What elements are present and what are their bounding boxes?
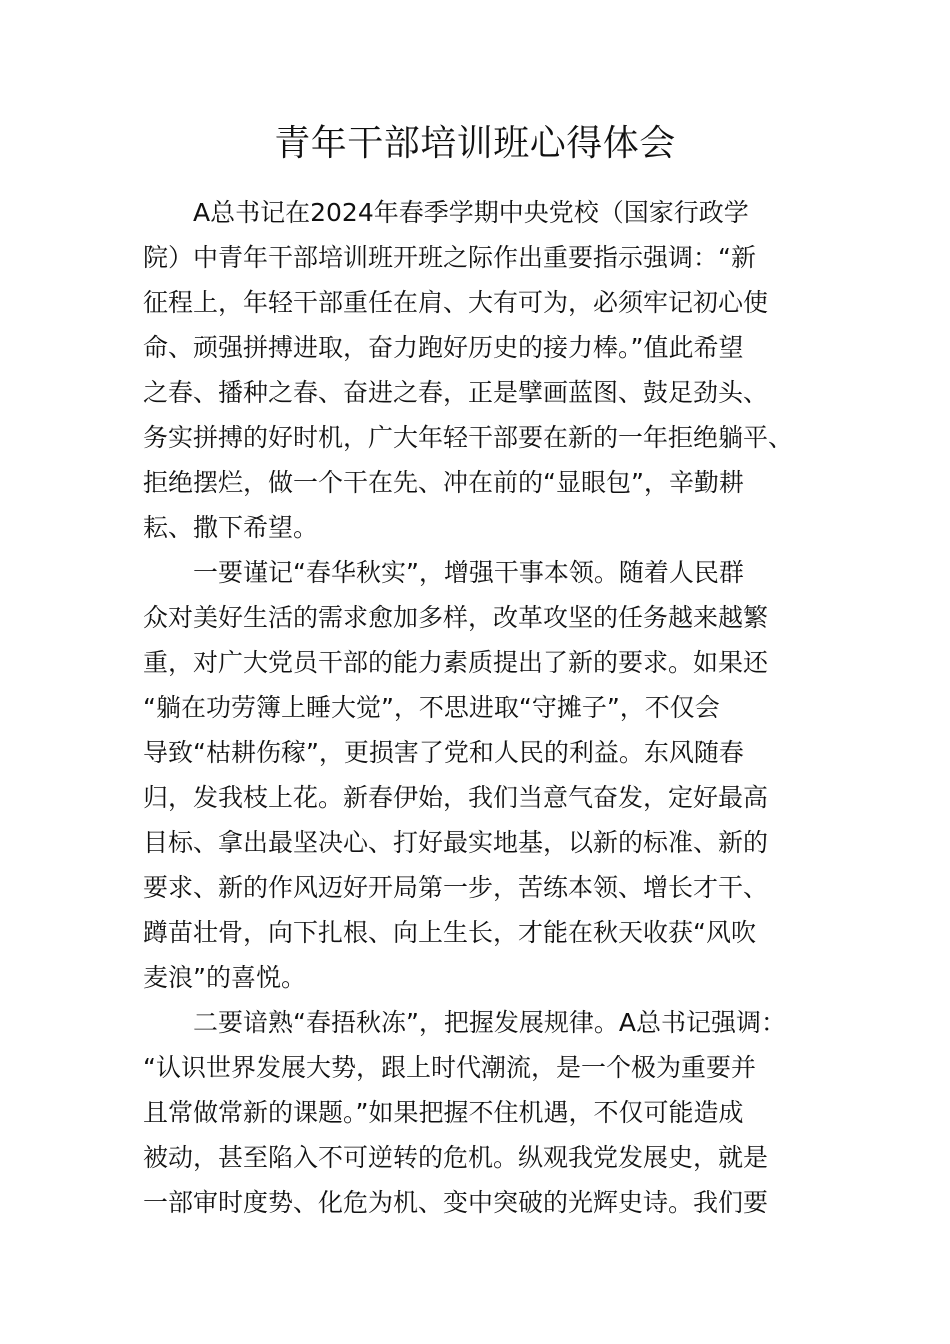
paragraph-2-line-5: 导致“枯耕伤稼”，更损害了党和人民的利益。东风随春 xyxy=(143,738,744,767)
paragraph-1-line-1: A总书记在2024年春季学期中央党校（国家行政学 xyxy=(193,198,749,227)
paragraph-2-line-7: 目标、拿出最坚决心、打好最实地基，以新的标准、新的 xyxy=(143,828,769,857)
paragraph-1-line-2: 院）中青年干部培训班开班之际作出重要指示强调：“新 xyxy=(143,243,756,272)
paragraph-1-line-3: 征程上，年轻干部重任在肩、大有可为，必须牢记初心使 xyxy=(143,288,769,317)
paragraph-3-line-4: 被动，甚至陷入不可逆转的危机。纵观我党发展史，就是 xyxy=(143,1143,769,1172)
paragraph-2-line-10: 麦浪”的喜悦。 xyxy=(143,963,306,992)
paragraph-3-line-3: 且常做常新的课题。”如果把握不住机遇，不仅可能造成 xyxy=(143,1098,744,1127)
paragraph-2-line-2: 众对美好生活的需求愈加多样，改革攻坚的任务越来越繁 xyxy=(143,603,769,632)
paragraph-3-line-5: 一部审时度势、化危为机、变中突破的光辉史诗。我们要 xyxy=(143,1188,769,1217)
paragraph-3-line-1: 二要谙熟“春捂秋冻”，把握发展规律。A总书记强调： xyxy=(193,1008,787,1037)
paragraph-3-line-2: “认识世界发展大势，跟上时代潮流，是一个极为重要并 xyxy=(143,1053,756,1082)
paragraph-1-line-7: 拒绝摆烂，做一个干在先、冲在前的“显眼包”，辛勤耕 xyxy=(143,468,744,497)
paragraph-1-line-4: 命、顽强拼搏进取，奋力跑好历史的接力棒。”值此希望 xyxy=(143,333,744,362)
document-title: 青年干部培训班心得体会 xyxy=(274,123,676,164)
paragraph-1-line-6: 务实拼搏的好时机，广大年轻干部要在新的一年拒绝躺平、 xyxy=(143,423,794,452)
paragraph-2-line-9: 蹲苗壮骨，向下扎根、向上生长，才能在秋天收获“风吹 xyxy=(143,918,756,947)
document-body xyxy=(143,190,843,1225)
paragraph-2-line-3: 重，对广大党员干部的能力素质提出了新的要求。如果还 xyxy=(143,648,769,677)
paragraph-1-line-5: 之春、播种之春、奋进之春，正是擘画蓝图、鼓足劲头、 xyxy=(143,378,769,407)
paragraph-2-line-1: 一要谨记“春华秋实”，增强干事本领。随着人民群 xyxy=(193,558,744,587)
paragraph-2-line-8: 要求、新的作风迈好开局第一步，苦练本领、增长才干、 xyxy=(143,873,769,902)
paragraph-2-line-6: 归，发我枝上花。新春伊始，我们当意气奋发，定好最高 xyxy=(143,783,769,812)
paragraph-2-line-4: “躺在功劳簿上睡大觉”，不思进取“守摊子”，不仅会 xyxy=(143,693,720,722)
paragraph-1-line-8: 耘、撒下希望。 xyxy=(143,513,319,542)
